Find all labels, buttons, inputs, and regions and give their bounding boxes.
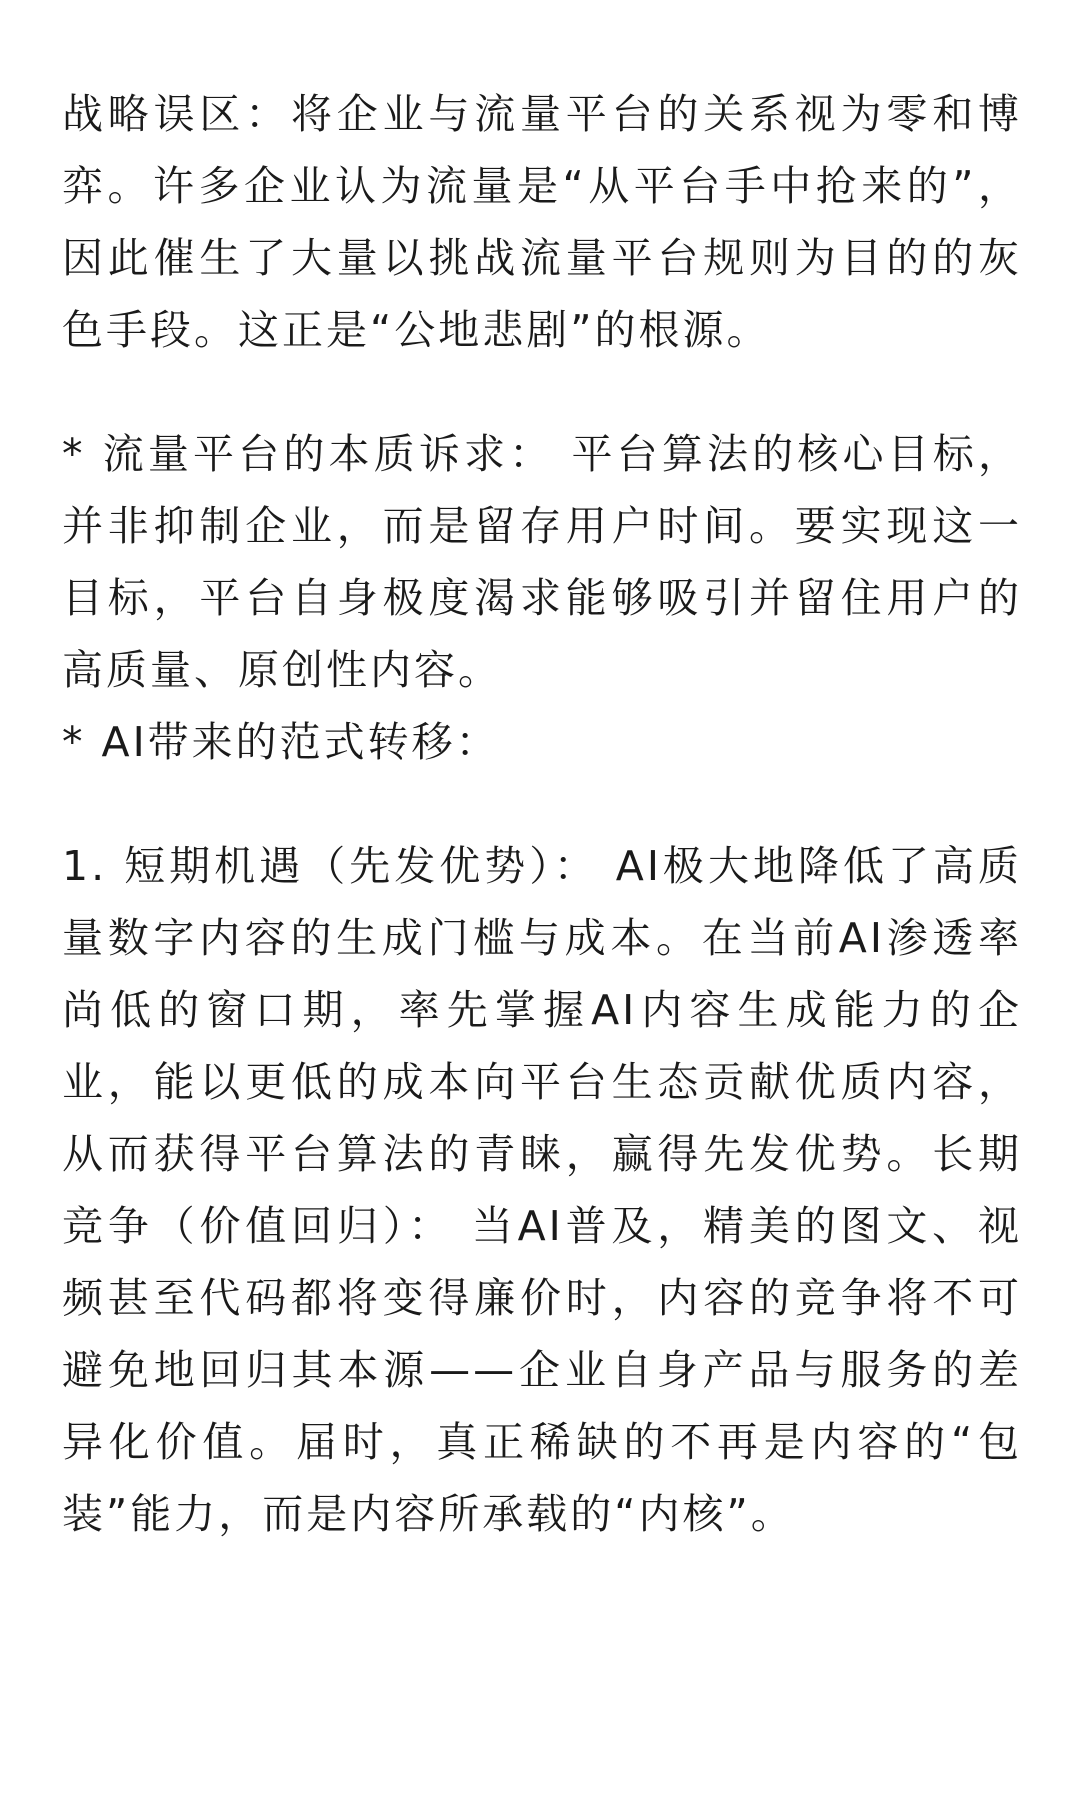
paragraph-ai-paradigm-heading: * AI带来的范式转移：	[62, 718, 500, 766]
paragraph-short-term-long-term: 1. 短期机遇（先发优势）： AI极大地降低了高质量数字内容的生成门槛与成本。在当前AI渗透率尚低的窗口期，率先掌握AI内容生成能力的企业，能以更低的成本向平台生态贡献优质内容，从而获得平台算法的青睐，赢得先发优势。长期竞争（价值回归）： 当AI普及，精美的图文、视频甚至代码都将变得廉价时，内容的竞争将不可避免地回归其本源——企业自身产品与服务的差异化价值。届时，真正稀缺的不再是内容的“包装”能力，而是内容所承载的“内核”。	[62, 842, 1022, 1538]
paragraph-platform-demand: * 流量平台的本质诉求： 平台算法的核心目标，并非抑制企业，而是留存用户时间。要实现这一目标，平台自身极度渴求能够吸引并留住用户的高质量、原创性内容。	[62, 430, 1022, 694]
article-body	[62, 78, 1022, 1550]
paragraph-strategic-misconception: 战略误区：将企业与流量平台的关系视为零和博弈。许多企业认为流量是“从平台手中抢来的”，因此催生了大量以挑战流量平台规则为目的的灰色手段。这正是“公地悲剧”的根源。	[62, 90, 1022, 354]
